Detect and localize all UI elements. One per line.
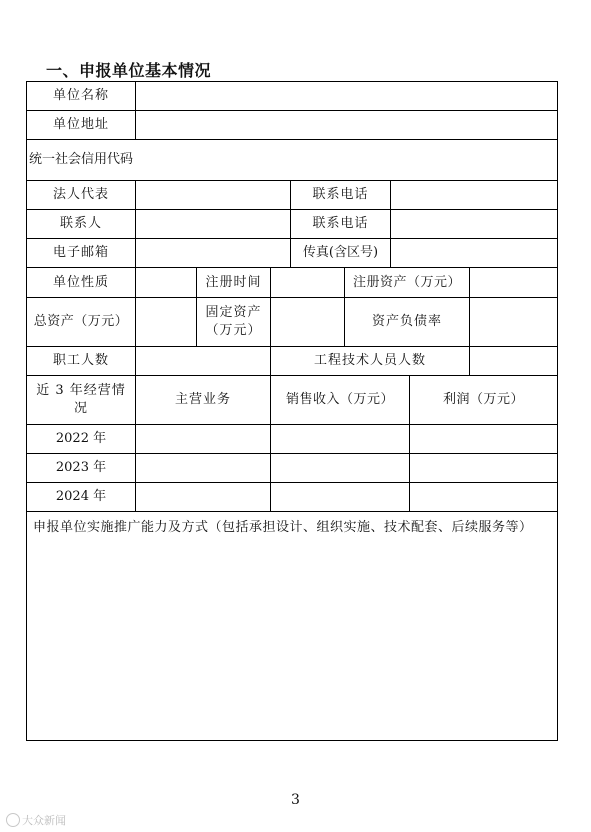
- col-divider: [390, 180, 391, 268]
- label-credit-code: 统一社会信用代码: [28, 152, 133, 168]
- label-capability: 申报单位实施推广能力及方式（包括承担设计、组织实施、技术配套、后续服务等）: [33, 520, 533, 535]
- label-reg-time: 注册时间: [205, 274, 262, 290]
- section-title: 一、申报单位基本情况: [46, 61, 212, 80]
- label-main-business: 主营业务: [174, 392, 231, 408]
- label-email: 电子邮箱: [52, 245, 109, 261]
- table-border-right: [557, 81, 558, 741]
- table-border-bottom: [26, 740, 558, 741]
- label-fax: 传真(含区号): [302, 245, 379, 261]
- label-reg-capital: 注册资产（万元）: [352, 274, 461, 290]
- col-divider: [135, 81, 136, 140]
- label-unit-address: 单位地址: [52, 117, 109, 133]
- label-fixed-assets-line1: 固定资产: [205, 305, 262, 321]
- row-divider: [26, 511, 558, 512]
- label-year-2023: 2023 年: [55, 460, 107, 476]
- label-employees: 职工人数: [52, 353, 109, 369]
- label-phone-2: 联系电话: [312, 216, 369, 232]
- label-operations: [27, 376, 135, 424]
- label-profit: 利润（万元）: [442, 392, 524, 408]
- watermark-text: 大众新闻: [22, 814, 66, 827]
- label-total-assets: 总资产（万元）: [33, 314, 129, 330]
- label-year-2022: 2022 年: [55, 431, 107, 447]
- label-year-2024: 2024 年: [55, 489, 107, 505]
- col-divider: [135, 180, 136, 511]
- col-divider: [469, 267, 470, 376]
- label-phone-1: 联系电话: [312, 187, 369, 203]
- label-debt-ratio: 资产负债率: [371, 314, 442, 330]
- label-legal-rep: 法人代表: [52, 187, 109, 203]
- label-sales: 销售收入（万元）: [285, 392, 394, 408]
- label-operations-line1: 近 3 年经营情: [36, 383, 126, 399]
- label-operations-line2: 况: [73, 401, 88, 416]
- label-unit-nature: 单位性质: [52, 274, 109, 290]
- label-contact: 联系人: [59, 216, 102, 232]
- watermark: [6, 812, 66, 828]
- label-engineers: 工程技术人员人数: [313, 353, 426, 369]
- watermark-logo-icon: [6, 813, 20, 827]
- label-unit-name: 单位名称: [52, 88, 109, 104]
- label-fixed-assets: [197, 298, 270, 346]
- page-number: 3: [291, 792, 300, 808]
- label-fixed-assets-line2: （万元）: [205, 323, 262, 338]
